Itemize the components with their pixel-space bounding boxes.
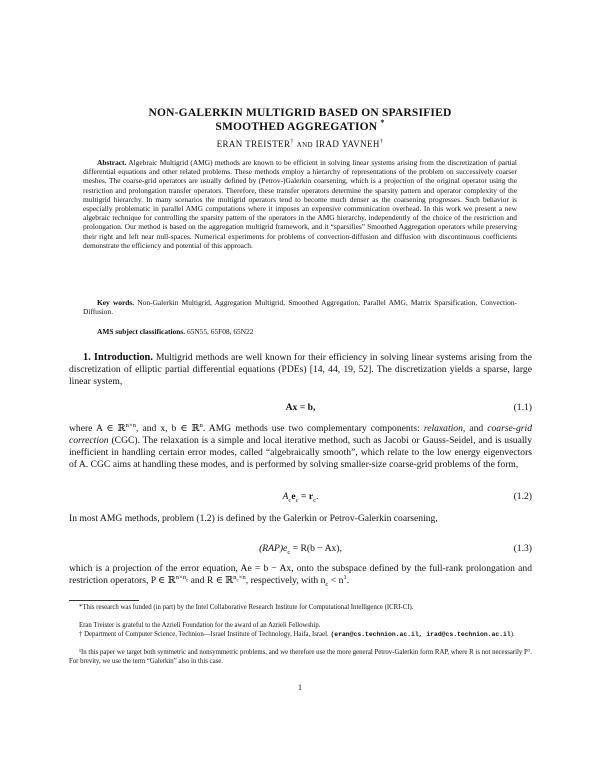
- equation-1-3: [69, 543, 532, 557]
- abstract: [83, 158, 517, 250]
- footnote-rule: [69, 600, 139, 601]
- intro-paragraph-4: which is a projection of the error equation, Ae = b − Ax, onto the subspace defined by the full-rank prolongation and restriction operators, P ∈ ℝ$^{n\times n_c}$ and R ∈ ℝ$^{n_c\times n}$, respectively, with $n_c < n^1$.: [69, 563, 532, 588]
- equation-1-1: [69, 402, 532, 416]
- title-line-1: NON-GALERKIN MULTIGRID BASED ON SPARSIFIED: [148, 107, 452, 119]
- ams-label: AMS subject classifications.: [97, 327, 186, 336]
- title-line-2: SMOOTHED AGGREGATION *: [215, 118, 385, 133]
- keywords: [83, 298, 517, 316]
- author-1: ERAN TREISTER: [216, 139, 291, 149]
- equation-1-3-expr: $(RAP)e_c = R(b - Ax)$,: [259, 543, 342, 556]
- abstract-label: Abstract.: [97, 158, 127, 167]
- section-heading: 1. Introduction.: [83, 352, 153, 363]
- footnote-petrov-galerkin: ¹In this paper we target both symmetric and nonsymmetric problems, and we therefore use the more general Petrov-Galerkin form RAP, where R is not necessarily Pᵀ. For brevity, we use the term “Galerkin” also in this case.: [69, 649, 532, 665]
- equation-1-1-expr: Ax = b,: [285, 402, 316, 413]
- equation-1-3-number: (1.3): [513, 543, 532, 554]
- authors-and: AND: [296, 141, 313, 149]
- footnote-affiliation: † Department of Computer Science, Technion—Israel Institute of Technology, Haifa, Israel. (eran@cs.technion.ac.il, irad@cs.technion.ac.il).: [79, 631, 515, 638]
- page-number: 1: [298, 683, 302, 692]
- footnote-fellowship: Eran Treister is grateful to the Azrieli Foundation for the award of an Azrieli Fellowship.: [79, 622, 321, 629]
- ams-text: 65N55, 65F08, 65N22: [186, 327, 254, 336]
- equation-1-2-number: (1.2): [513, 491, 532, 502]
- keywords-label: Key words.: [97, 298, 135, 307]
- authors: [100, 139, 500, 149]
- title-footnote-mark: *: [380, 118, 385, 128]
- keywords-text: Non-Galerkin Multigrid, Aggregation Multigrid, Smoothed Aggregation, Parallel AMG, Matrix Sparsification, Convection-Diffusion.: [83, 298, 517, 317]
- equation-1-1-number: (1.1): [513, 402, 532, 413]
- intro-paragraph-2: where A ∈ ℝ$^{n\times n}$, and x, b ∈ ℝ$^n$. AMG methods use two complementary components: relaxation, and coarse-grid correction (CGC). The relaxation is a simple and local iterative method, such as Jacobi or Gauss-Seidel, and is usually inefficient in handling certain error modes, called “algebraically smooth”, which relate to the low energy eigenvectors of A. CGC aims at handling these modes, and is performed by solving smaller-size coarse-grid problems of the form,: [69, 421, 532, 470]
- intro-paragraph-1: 1. Introduction. Multigrid methods are well known for their efficiency in solving linear systems arising from the discretization of elliptic partial differential equations (PDEs) [14, 44, 19, 52]. The discretization yields a sparse, large linear system,: [69, 352, 532, 387]
- author-2-mark: †: [379, 138, 384, 145]
- author-2: IRAD YAVNEH: [315, 139, 380, 149]
- abstract-text: Algebraic Multigrid (AMG) methods are known to be efficient in solving linear systems arising from the discretization of partial differential equations and other related problems. These methods employ a hierarchy of representations of the problem on successively coarser meshes. The coarse-grid operators are usually defined by (Petrov-)Galerkin coarsening, which is a projection of the original operator using the restriction and prolongation transfer operators. Therefore, these transfer operators determine the sparsity pattern and operator complexity of the multigrid hierarchy. In many scenarios the multigrid operators tend to become much denser as the coarsening progresses. Such behavior is especially problematic in parallel AMG computations where it imposes an expensive communication overhead. In this work we present a new algebraic technique for controlling the sparsity pattern of the operators in the AMG hierarchy, independently of the choice of the restriction and prolongation. Our method is based on the aggregation multigrid framework, and it “sparsifies” Smoothed Aggregation operators while preserving their right and left near null-spaces. Numerical experiments for problems of convection-diffusion and diffusion with discontinuous coefficients demonstrate the efficiency and potential of this approach.: [83, 158, 517, 250]
- paper-title: [100, 106, 500, 134]
- author-emails: (eran@cs.technion.ac.il, irad@cs.technion.ac.il: [330, 631, 511, 638]
- equation-1-2-expr: $A_ce_c = r_c$.: [282, 491, 319, 504]
- footnote-funding: *This research was funded (in part) by the Intel Collaborative Research Institute for Computational Intelligence (ICRI-CI).: [79, 604, 414, 611]
- equation-1-2: [69, 491, 532, 505]
- author-1-mark: †: [290, 138, 294, 145]
- intro-paragraph-3: In most AMG methods, problem (1.2) is defined by the Galerkin or Petrov-Galerkin coarsening,: [69, 513, 438, 524]
- ams-classifications: [83, 327, 517, 336]
